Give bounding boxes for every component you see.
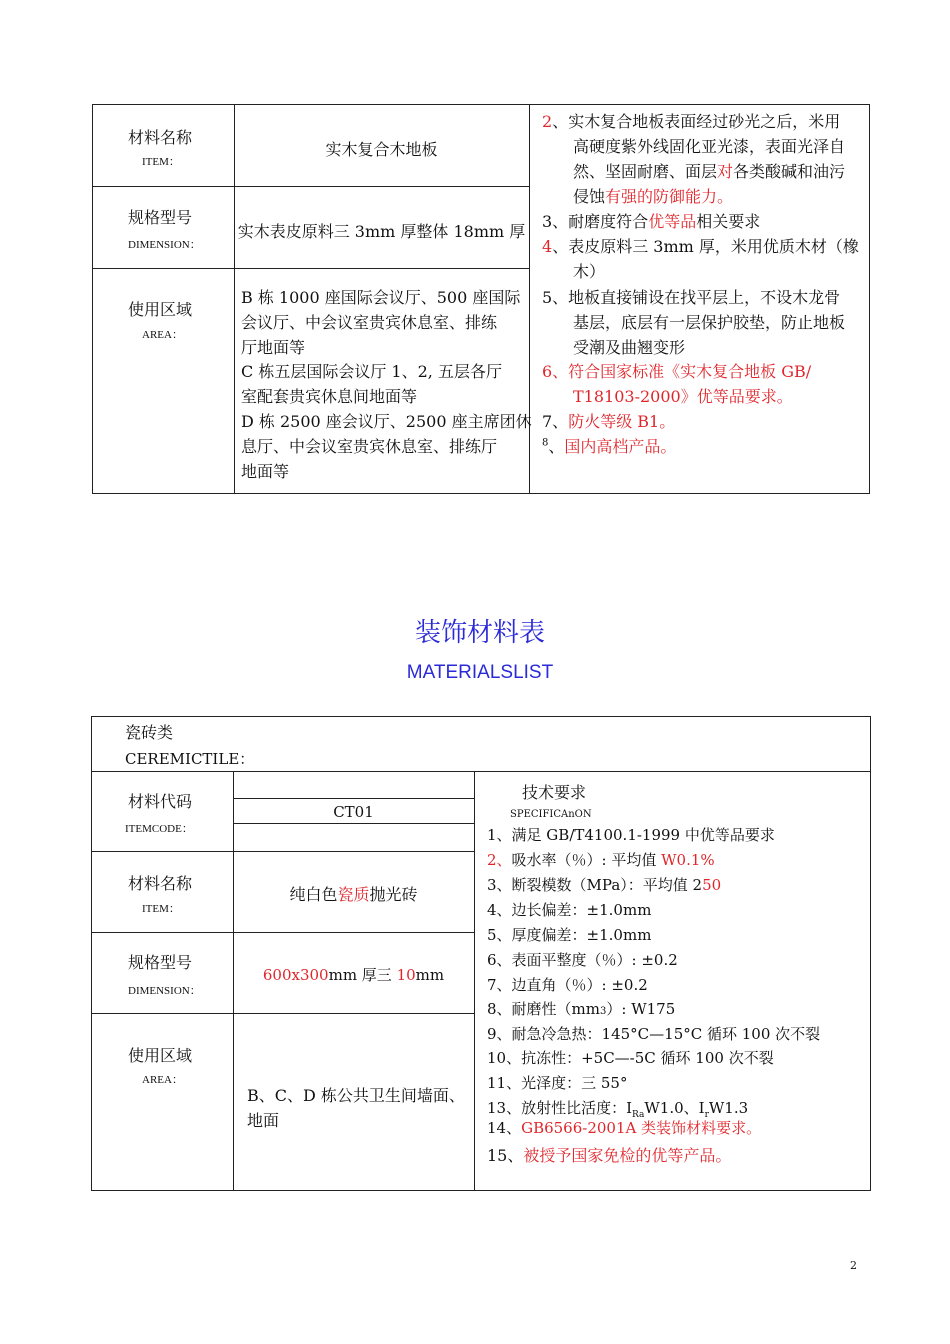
requirement-item: 6、符合国家标准《实木复合地板 GB/ — [542, 362, 812, 381]
area-sublabel: AREA： — [142, 329, 183, 341]
dimension-sublabel: DIMENSION： — [128, 239, 201, 251]
requirement-item: 基层，底层有一层保护胶垫，防止地板 — [573, 313, 846, 332]
item-code-sublabel: ITEMCODE： — [125, 823, 193, 835]
dimension-label: 规格型号 — [128, 208, 193, 227]
spec-sublabel: SPECIFICAnON — [510, 809, 592, 820]
requirement-item: 7、防火等级 B1。 — [542, 412, 676, 431]
requirement-item: 5、地板直接铺设在找平层上，不设木龙骨 — [542, 288, 841, 307]
page-number: 2 — [850, 1259, 857, 1272]
category-sublabel: CEREMICTILE： — [125, 750, 255, 768]
spec-item: 10、抗冻性：+5C—-5C 循环 100 次不裂 — [487, 1049, 774, 1067]
requirement-item: 高硬度紫外线固化亚光漆，表面光泽自 — [573, 137, 846, 156]
spec-item: 9、耐急冷急热：145°C—15°C 循环 100 次不裂 — [487, 1025, 821, 1043]
dimension-sublabel: DIMENSION： — [128, 985, 201, 997]
requirement-item: 受潮及曲翘变形 — [573, 338, 686, 357]
spec-item: 14、GB6566-2001A 类装饰材料要求。 — [487, 1119, 762, 1137]
requirement-item: 侵蚀有强的防御能力。 — [573, 187, 734, 206]
requirement-item: $^8$、国内高档产品。 — [542, 437, 677, 456]
spec-item: 15、被授予国家免检的优等产品。 — [487, 1146, 732, 1165]
item-name-value: 实木复合木地板 — [325, 140, 438, 159]
spec-item: 8、耐磨性（mm3）: W175 — [487, 1000, 676, 1018]
dimension-value: 实木表皮原料三 3mm 厚整体 18mm 厚 — [237, 222, 526, 241]
requirement-item: 4、表皮原料三 3mm 厚，米用优质木材（橡 — [542, 237, 859, 256]
item-name-label: 材料名称 — [128, 874, 193, 893]
item-code-label: 材料代码 — [128, 792, 193, 811]
spec-item: 1、满足 GB/T4100.1-1999 中优等品要求 — [487, 826, 775, 844]
spec-item: 5、厚度偏差：±1.0mm — [487, 926, 652, 944]
page-subtitle: MATERIALSLIST — [406, 662, 554, 683]
page-title: 装饰材料表 — [414, 618, 545, 648]
spec-label: 技术要求 — [522, 783, 587, 802]
spec-item: 11、光泽度：三 55° — [487, 1074, 628, 1092]
area-line: B、C、D 栋公共卫生间墙面、 — [247, 1086, 465, 1105]
spec-item: 3、断裂模数（MPa）：平均值 250 — [487, 876, 722, 894]
area-line: 厅地面等 — [241, 338, 306, 357]
requirement-item: T18103-2000》优等品要求。 — [573, 387, 793, 406]
spec-item: 6、表面平整度（％）: ±0.2 — [487, 951, 678, 969]
requirement-item: 2、实木复合地板表面经过砂光之后，米用 — [542, 112, 841, 131]
area-line: 地面等 — [241, 462, 290, 481]
item-name-label: 材料名称 — [128, 128, 193, 147]
area-line: 息厅、中会议室贵宾休息室、排练厅 — [241, 437, 498, 456]
area-line: B 栋 1000 座国际会议厅、500 座国际 — [241, 288, 521, 307]
spec-item: 13、放射性比活度：$I_{Ra}W1.0$、$I_rW1.3$ — [487, 1099, 749, 1120]
dimension-value: 600x300mm 厚三 10mm — [262, 966, 445, 984]
area-sublabel: AREA： — [142, 1074, 183, 1086]
area-line: D 栋 2500 座会议厅、2500 座主席团休 — [241, 412, 532, 431]
spec-item: 7、边直角（％）: ±0.2 — [487, 976, 648, 994]
area-line: C 栋五层国际会议厅 1、2, 五层各厅 — [241, 362, 502, 381]
dimension-label: 规格型号 — [128, 953, 193, 972]
area-line: 会议厅、中会议室贵宾休息室、排练 — [241, 313, 498, 332]
spec-item: 4、边长偏差：±1.0mm — [487, 901, 652, 919]
item-name-sublabel: ITEM： — [142, 903, 180, 915]
item-name-value: 纯白色瓷质抛光砖 — [289, 885, 418, 904]
item-code-value: CT01 — [333, 803, 374, 821]
requirement-item: 木） — [573, 262, 606, 281]
area-line: 室配套贵宾休息间地面等 — [241, 387, 418, 406]
area-label: 使用区域 — [128, 1046, 193, 1065]
area-line: 地面 — [247, 1111, 280, 1130]
item-name-sublabel: ITEM： — [142, 156, 180, 168]
category-label: 瓷砖类 — [125, 723, 174, 742]
area-label: 使用区域 — [128, 300, 193, 319]
spec-item: 2、吸水率（％）: 平均值 W0.1% — [487, 851, 715, 869]
requirement-item: 然、坚固耐磨、面层对各类酸碱和油污 — [573, 162, 846, 181]
requirement-item: 3、耐磨度符合优等品相关要求 — [542, 212, 761, 231]
